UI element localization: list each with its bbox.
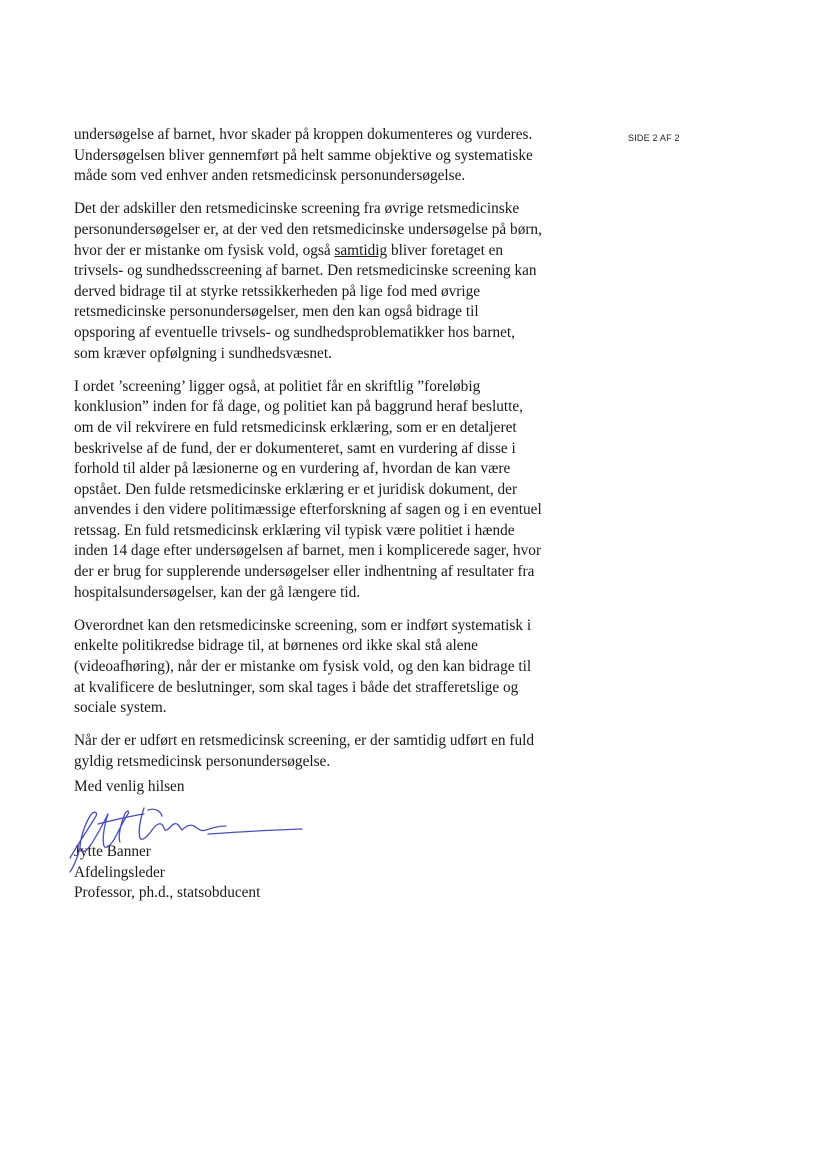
text-line: måde som ved enhver anden retsmedicinsk personundersøgelse. — [74, 167, 466, 185]
page-number: SIDE 2 AF 2 — [628, 133, 680, 143]
text-line: enkelte politikredse bidrage til, at børnenes ord ikke skal stå alene — [74, 637, 478, 655]
text-segment: bliver foretaget en — [387, 241, 504, 259]
text-line: som kræver opfølgning i sundhedsvæsnet. — [74, 344, 332, 362]
text-line: at kvalificere de beslutninger, som skal tages i både det strafferetslige og — [74, 678, 519, 696]
paragraph-4 — [74, 616, 604, 719]
text-line: Det der adskiller den retsmedicinske screening fra øvrige retsmedicinske — [74, 200, 520, 218]
text-line: der er brug for supplerende undersøgelser eller indhentning af resultater fra — [74, 563, 535, 581]
paragraph-3 — [74, 377, 604, 604]
text-line: anvendes i den videre politimæssige efterforskning af sagen og i en eventuel — [74, 501, 542, 519]
text-line: Undersøgelsen bliver gennemført på helt samme objektive og systematiske — [74, 146, 533, 164]
text-line: (videoafhøring), når der er mistanke om fysisk vold, og den kan bidrage til — [74, 658, 532, 676]
text-line: undersøgelse af barnet, hvor skader på kroppen dokumenteres og vurderes. — [74, 126, 533, 143]
text-line: Overordnet kan den retsmedicinske screening, som er indført systematisk i — [74, 616, 532, 634]
underlined-word: samtidig — [334, 241, 388, 259]
text-line: konklusion” inden for få dage, og politiet kan på baggrund heraf beslutte, — [74, 398, 524, 416]
handwritten-signature — [58, 796, 308, 876]
paragraph-2 — [74, 199, 604, 364]
text-line: beskrivelse af de fund, der er dokumenteret, samt en vurdering af disse i — [74, 439, 516, 457]
paragraph-1 — [74, 125, 604, 187]
text-line: inden 14 dage efter undersøgelsen af barnet, men i komplicerede sager, hvor — [74, 542, 542, 560]
text-line: gyldig retsmedicinsk personundersøgelse. — [74, 753, 331, 770]
text-line: opstået. Den fulde retsmedicinske erklæring er et juridisk dokument, der — [74, 480, 518, 498]
signatory-title: Afdelingsleder — [74, 863, 165, 881]
paragraph-5 — [74, 731, 604, 772]
text-line: Når der er udført en retsmedicinsk screening, er der samtidig udført en fuld — [74, 732, 535, 750]
signatory-name: Jytte Banner — [74, 843, 151, 860]
text-line: derved bidrage til at styrke retssikkerheden på lige fod med øvrige — [74, 282, 481, 300]
text-line: personundersøgelser er, at der ved den retsmedicinske undersøgelse på børn, — [74, 220, 542, 238]
text-line: I ordet ’screening’ ligger også, at politiet får en skriftlig ”foreløbig — [74, 377, 481, 395]
text-line: hospitalsundersøgelser, kan der gå længere tid. — [74, 583, 361, 601]
text-segment: hvor der er mistanke om fysisk vold, også — [74, 241, 335, 259]
text-line: om de vil rekvirere en fuld retsmedicinsk erklæring, som er en detaljeret — [74, 418, 517, 436]
text-line: forhold til alder på læsionerne og en vurdering af, hvordan de kan være — [74, 460, 511, 478]
text-line-with-emphasis — [74, 241, 604, 262]
text-line: opsporing af eventuelle trivsels- og sundhedsproblematikker hos barnet, — [74, 323, 515, 341]
closing-salutation: Med venlig hilsen — [74, 778, 185, 795]
signatory-credentials: Professor, ph.d., statsobducent — [74, 884, 261, 902]
letter-body — [74, 125, 604, 785]
text-line: retssag. En fuld retsmedicinsk erklæring vil typisk være politiet i hænde — [74, 521, 515, 539]
text-line: sociale system. — [74, 699, 167, 717]
text-line: retsmedicinske personundersøgelser, men den kan også bidrage til — [74, 303, 479, 321]
text-line: trivsels- og sundhedsscreening af barnet. Den retsmedicinske screening kan — [74, 262, 537, 280]
